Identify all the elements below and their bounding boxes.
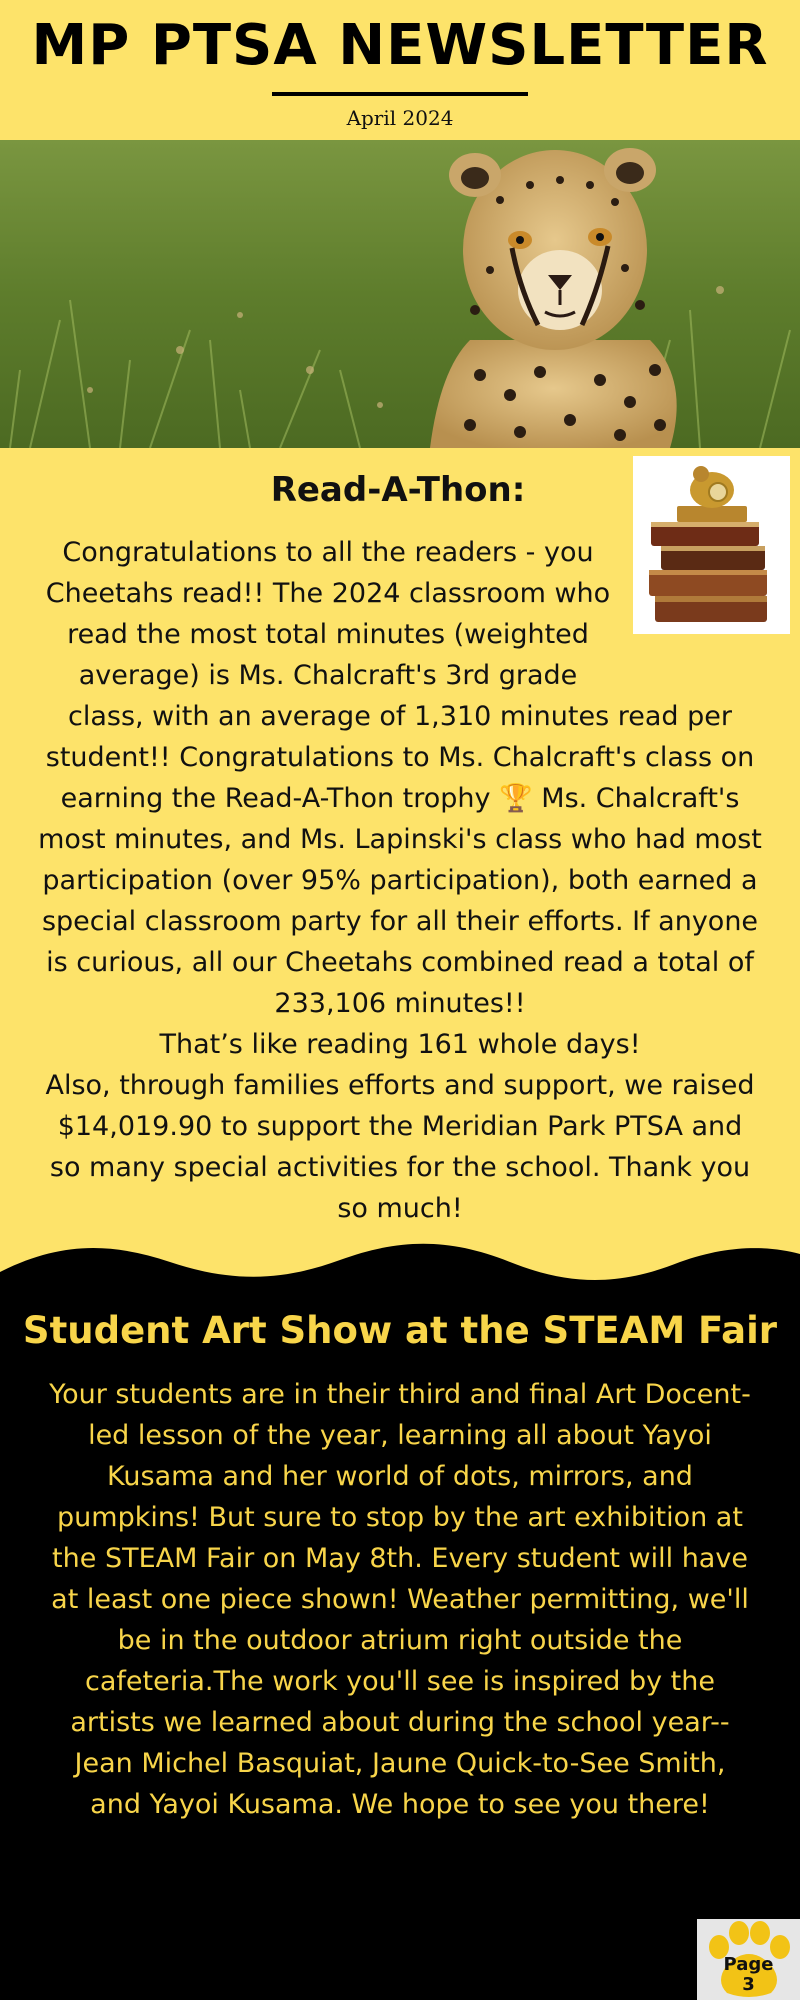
text-line: at least one piece shown! Weather permitting, we'll bbox=[51, 1584, 749, 1615]
text-line: That’s like reading 161 whole days! bbox=[159, 1029, 641, 1060]
text-line: artists we learned about during the school year-- bbox=[70, 1707, 730, 1738]
text-line: so much! bbox=[337, 1193, 463, 1224]
text-line: Also, through families efforts and support, we raised bbox=[45, 1070, 755, 1101]
readathon-section bbox=[0, 448, 800, 1280]
text-line: the STEAM Fair on May 8th. Every student will have bbox=[52, 1543, 748, 1574]
text-line: and Yayoi Kusama. We hope to see you there! bbox=[90, 1789, 710, 1820]
readathon-body bbox=[20, 696, 780, 1229]
text-line: 233,106 minutes!! bbox=[274, 988, 526, 1019]
art-show-section bbox=[0, 1280, 800, 2000]
text-line: special classroom party for all their efforts. If anyone bbox=[41, 906, 759, 937]
text-line: pumpkins! But sure to stop by the art exhibition at bbox=[57, 1502, 743, 1533]
page-number-badge bbox=[697, 1919, 800, 2000]
text-line: participation (over 95% participation), both earned a bbox=[42, 865, 758, 896]
text-line: Cheetahs read!! The 2024 classroom who bbox=[45, 578, 611, 609]
text-line: is curious, all our Cheetahs combined read a total of bbox=[46, 947, 754, 978]
page-number-label bbox=[697, 1955, 800, 1995]
art-show-body bbox=[34, 1374, 766, 1825]
text-line: class, with an average of 1,310 minutes read per bbox=[67, 701, 732, 732]
text-line: so many special activities for the school. Thank you bbox=[49, 1152, 751, 1183]
text-line: Your students are in their third and final Art Docent- bbox=[49, 1379, 751, 1410]
trophy-on-books-icon bbox=[633, 456, 790, 634]
text-line: student!! Congratulations to Ms. Chalcraft's class on bbox=[45, 742, 755, 773]
title-divider bbox=[272, 92, 528, 96]
text-line: Jean Michel Basquiat, Jaune Quick-to-See Smith, bbox=[74, 1748, 726, 1779]
text-line: most minutes, and Ms. Lapinski's class who had most bbox=[38, 824, 762, 855]
text-line: led lesson of the year, learning all about Yayoi bbox=[88, 1420, 712, 1451]
art-show-heading: Student Art Show at the STEAM Fair bbox=[22, 1309, 778, 1352]
text-line: read the most total minutes (weighted bbox=[67, 619, 589, 650]
text-line: Kusama and her world of dots, mirrors, and bbox=[107, 1461, 693, 1492]
text-line: earning the Read-A-Thon trophy 🏆 Ms. Chalcraft's bbox=[60, 783, 740, 814]
text-line: Congratulations to all the readers - you bbox=[62, 537, 594, 568]
page-number: 3 bbox=[742, 1974, 755, 1995]
cheetah-photo-icon bbox=[0, 140, 800, 448]
cheetah-photo bbox=[0, 140, 800, 448]
readathon-intro bbox=[30, 532, 626, 696]
newsletter-title: MP PTSA NEWSLETTER bbox=[31, 13, 769, 78]
trophy-on-books-image bbox=[633, 456, 790, 634]
text-line: average) is Ms. Chalcraft's 3rd grade bbox=[78, 660, 578, 691]
text-line: $14,019.90 to support the Meridian Park PTSA and bbox=[57, 1111, 743, 1142]
newsletter-header bbox=[0, 0, 800, 140]
wave-divider bbox=[0, 1232, 800, 1292]
issue-date: April 2024 bbox=[346, 106, 454, 130]
readathon-heading: Read-A-Thon: bbox=[270, 470, 526, 510]
page-word: Page bbox=[723, 1954, 774, 1975]
text-line: be in the outdoor atrium right outside the bbox=[117, 1625, 683, 1656]
text-line: cafeteria.The work you'll see is inspired by the bbox=[85, 1666, 715, 1697]
